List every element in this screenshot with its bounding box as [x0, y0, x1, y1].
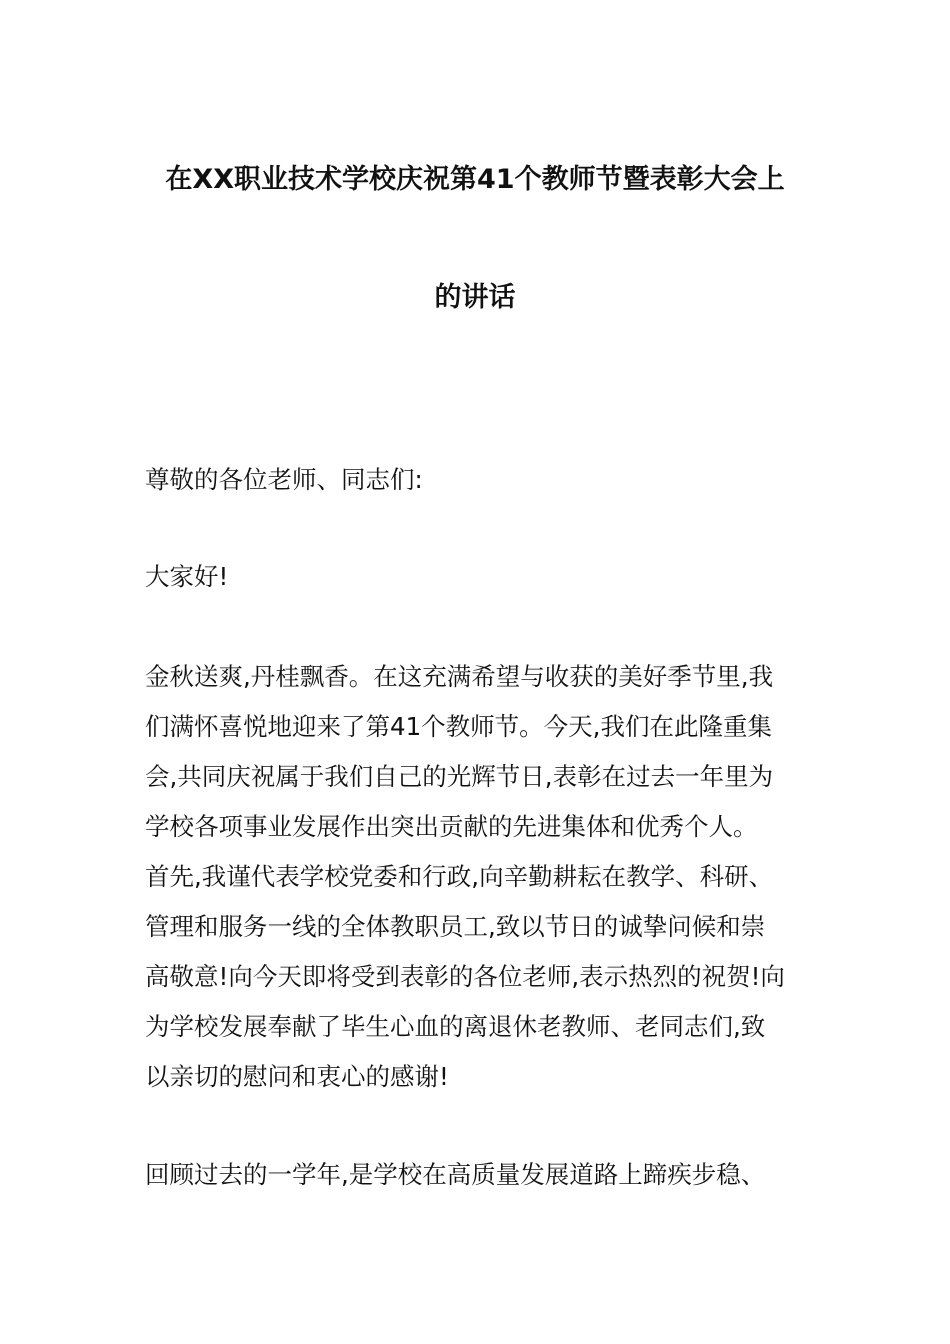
paragraph-1 — [145, 652, 845, 1102]
document-title-line-1: 在XX职业技术学校庆祝第41个教师节暨表彰大会上 — [165, 164, 785, 195]
paragraph-1-line: 高敬意!向今天即将受到表彰的各位老师,表示热烈的祝贺!向 — [145, 962, 785, 991]
paragraph-2 — [145, 1150, 845, 1200]
salutation — [145, 455, 845, 505]
paragraph-1-line: 管理和服务一线的全体教职员工,致以节日的诚挚问候和崇 — [145, 912, 766, 941]
paragraph-1-line: 以亲切的慰问和衷心的感谢! — [145, 1062, 449, 1091]
paragraph-1-line: 为学校发展奉献了毕生心血的离退休老教师、老同志们,致 — [145, 1012, 766, 1041]
paragraph-1-line: 金秋送爽,丹桂飘香。在这充满希望与收获的美好季节里,我 — [145, 662, 774, 691]
document-title-line-2: 的讲话 — [434, 282, 516, 313]
greeting — [145, 552, 845, 602]
greeting-text: 大家好! — [145, 562, 229, 591]
paragraph-2-line: 回顾过去的一学年,是学校在高质量发展道路上蹄疾步稳、 — [145, 1160, 766, 1189]
paragraph-1-line: 首先,我谨代表学校党委和行政,向辛勤耕耘在教学、科研、 — [145, 862, 774, 891]
paragraph-1-line: 会,共同庆祝属于我们自己的光辉节日,表彰在过去一年里为 — [145, 762, 774, 791]
salutation-text: 尊敬的各位老师、同志们: — [145, 465, 423, 494]
paragraph-1-line: 们满怀喜悦地迎来了第41个教师节。今天,我们在此隆重集 — [145, 712, 772, 741]
paragraph-1-line: 学校各项事业发展作出突出贡献的先进集体和优秀个人。 — [145, 812, 758, 841]
